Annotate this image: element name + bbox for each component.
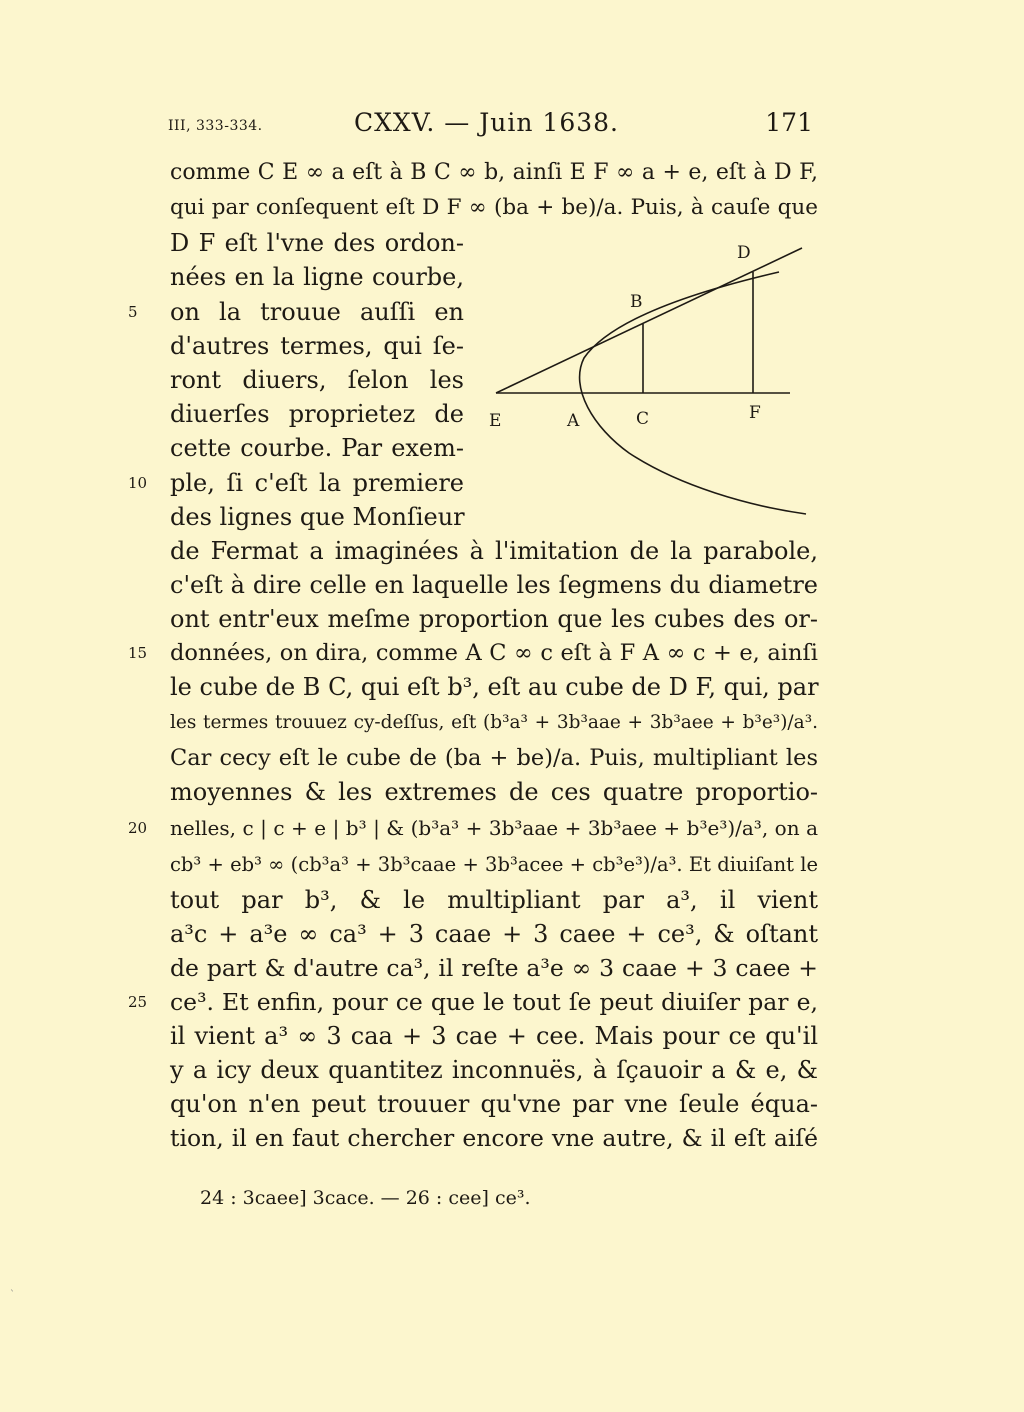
- text-line-1: comme C E ∞ a eſt à B C ∞ b, ainſi E F ∞ a + e, eſt à D F,: [170, 160, 818, 185]
- label-e: E: [489, 411, 502, 431]
- text-line-21: cb³ + eb³ ∞ (cb³a³ + 3b³caae + 3b³acee + cb³e³)/a³. Et diuiſant le: [170, 853, 818, 876]
- text-line-5: on la trouue auſſi en: [170, 298, 464, 326]
- text-line-2: qui par conſequent eſt D F ∞ (ba + be)/a. Puis, à cauſe que: [170, 195, 818, 220]
- line-number-15: 15: [128, 644, 148, 662]
- text-line-23: a³c + a³e ∞ ca³ + 3 caae + 3 caee + ce³, & oſtant: [170, 920, 818, 948]
- text-line-19: moyennes & les extremes de ces quatre proportio-: [170, 778, 818, 806]
- secant-line: [496, 248, 802, 393]
- footnote: 24 : 3caee] 3cace. — 26 : cee] ce³.: [200, 1187, 531, 1209]
- text-line-26: il vient a³ ∞ 3 caa + 3 cae + cee. Mais pour ce qu'il: [170, 1022, 818, 1050]
- text-line-10: ple, ſi c'eſt la premiere: [170, 469, 464, 497]
- text-line-11: des lignes que Monſieur: [170, 503, 465, 531]
- text-line-20: nelles, c | c + e | b³ | & (b³a³ + 3b³aae + 3b³aee + b³e³)/a³, on a: [170, 816, 818, 840]
- text-line-7: ront diuers, ſelon les: [170, 366, 464, 394]
- line-number-5: 5: [128, 303, 138, 321]
- label-f: F: [749, 403, 761, 423]
- text-line-8: diuerſes proprietez de: [170, 400, 464, 428]
- text-line-12: de Fermat a imaginées à l'imitation de la parabole,: [170, 537, 818, 565]
- text-line-24: de part & d'autre ca³, il reſte a³e ∞ 3 caae + 3 caee +: [170, 954, 818, 982]
- label-d: D: [737, 243, 751, 263]
- header-letter-title: CXXV. — Juin 1638.: [354, 108, 619, 137]
- stray-mark: `: [10, 1290, 15, 1301]
- curve-diagram: [484, 238, 814, 526]
- text-line-14: ont entr'eux meſme proportion que les cubes des or-: [170, 605, 818, 633]
- text-line-29: tion, il en faut chercher encore vne autre, & il eſt aiſé: [170, 1124, 818, 1152]
- text-line-27: y a icy deux quantitez inconnuës, à ſçauoir a & e, &: [170, 1056, 818, 1084]
- text-line-28: qu'on n'en peut trouuer qu'vne par vne ſeule équa-: [170, 1090, 818, 1118]
- header-page-ref: III, 333-334.: [168, 118, 263, 134]
- running-header: [168, 108, 813, 142]
- text-line-3: D F eſt l'vne des ordon-: [170, 229, 464, 257]
- label-b: B: [630, 292, 643, 312]
- text-line-17: les termes trouuez cy-deſſus, eſt (b³a³ + 3b³aae + 3b³aee + b³e³)/a³.: [170, 712, 818, 733]
- page-number: 171: [765, 108, 813, 137]
- text-line-4: nées en la ligne courbe,: [170, 263, 464, 291]
- text-line-9: cette courbe. Par exem-: [170, 434, 464, 462]
- text-line-16: le cube de B C, qui eſt b³, eſt au cube de D F, qui, par: [170, 673, 819, 701]
- text-line-6: d'autres termes, qui ſe-: [170, 332, 464, 360]
- line-number-25: 25: [128, 993, 148, 1011]
- label-a: A: [567, 411, 580, 431]
- line-number-10: 10: [128, 474, 148, 492]
- text-line-22: tout par b³, & le multipliant par a³, il vient: [170, 886, 818, 914]
- text-line-13: c'eſt à dire celle en laquelle les ſegmens du diametre: [170, 571, 818, 599]
- text-line-18: Car cecy eſt le cube de (ba + be)/a. Puis, multipliant les: [170, 745, 818, 771]
- text-line-25: ce³. Et enfin, pour ce que le tout ſe peut diuiſer par e,: [170, 988, 818, 1016]
- text-line-15: données, on dira, comme A C ∞ c eſt à F A ∞ c + e, ainſi: [170, 640, 818, 666]
- label-c: C: [636, 409, 650, 429]
- line-number-20: 20: [128, 819, 148, 837]
